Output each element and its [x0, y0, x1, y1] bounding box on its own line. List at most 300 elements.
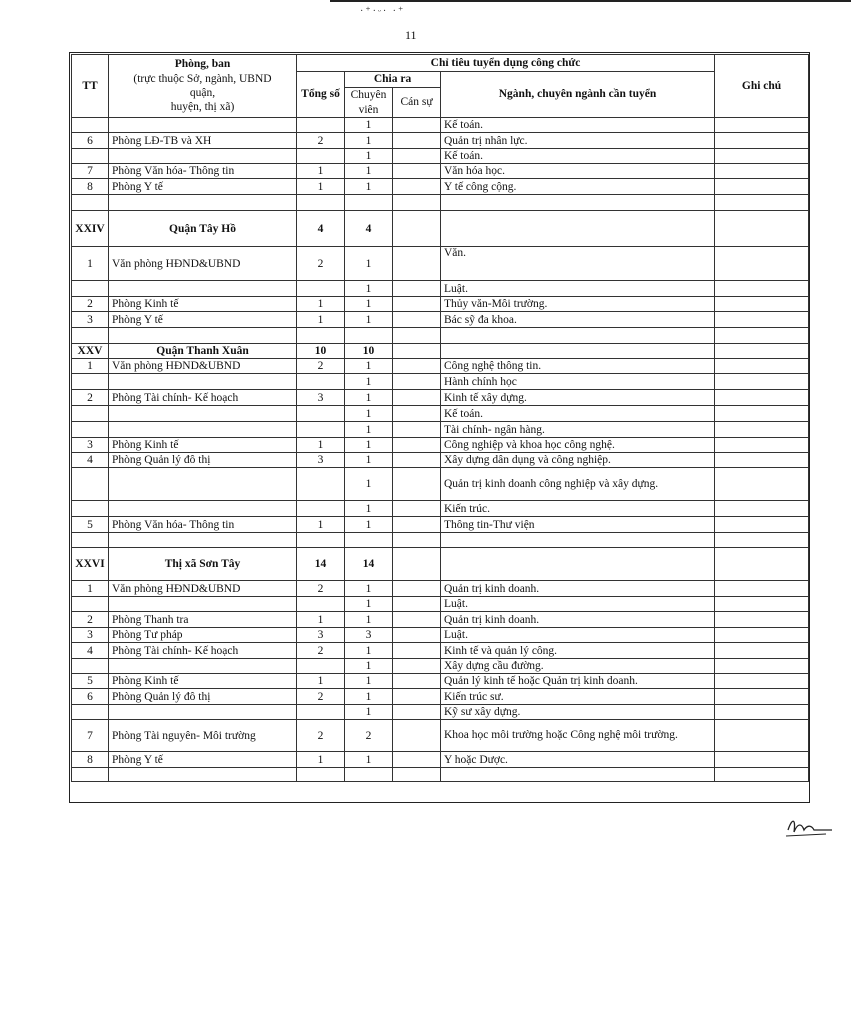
cell-tt	[72, 195, 109, 211]
table-row	[72, 628, 809, 643]
cell-specialist: 1	[345, 689, 393, 705]
cell-specialist: 1	[345, 297, 393, 312]
table-row	[72, 597, 809, 612]
section-row	[72, 211, 809, 247]
header-specialist: Chuyên viên	[345, 88, 393, 118]
cell-total: 2	[297, 581, 345, 597]
table-row	[72, 281, 809, 297]
page-number: 11	[405, 28, 417, 42]
cell-major: Quản trị nhân lực.	[441, 133, 715, 149]
cell-specialist: 1	[345, 752, 393, 768]
cell-major: Y tế công cộng.	[441, 179, 715, 195]
cell-note	[715, 359, 809, 374]
cell-officer	[393, 768, 441, 782]
table-row	[72, 612, 809, 628]
table-row	[72, 453, 809, 468]
cell-total	[297, 533, 345, 548]
table-row	[72, 390, 809, 406]
cell-specialist: 1	[345, 581, 393, 597]
cell-officer	[393, 406, 441, 422]
section-row	[72, 548, 809, 581]
cell-specialist: 1	[345, 643, 393, 659]
table-body	[72, 118, 809, 782]
cell-department	[109, 118, 297, 133]
cell-tt	[72, 422, 109, 438]
cell-note	[715, 211, 809, 247]
cell-specialist: 1	[345, 501, 393, 517]
header-quota-title: Chỉ tiêu tuyển dụng công chức	[297, 55, 715, 72]
cell-major: Luật.	[441, 628, 715, 643]
cell-major: Quản lý kinh tế hoặc Quản trị kinh doanh.	[441, 674, 715, 689]
cell-department	[109, 422, 297, 438]
cell-note	[715, 768, 809, 782]
cell-officer	[393, 501, 441, 517]
table-row	[72, 359, 809, 374]
cell-total	[297, 195, 345, 211]
cell-tt: 1	[72, 247, 109, 281]
cell-specialist: 1	[345, 597, 393, 612]
cell-tt: 5	[72, 674, 109, 689]
table-row	[72, 581, 809, 597]
cell-total: 1	[297, 752, 345, 768]
cell-total: 1	[297, 612, 345, 628]
cell-department: Phòng Thanh tra	[109, 612, 297, 628]
cell-major: Khoa học môi trường hoặc Công nghệ môi trường.	[441, 720, 715, 752]
table-row	[72, 720, 809, 752]
cell-department: Văn phòng HĐND&UBND	[109, 581, 297, 597]
cell-department: Phòng Kinh tế	[109, 297, 297, 312]
table-row	[72, 374, 809, 390]
cell-department: Quận Tây Hồ	[109, 211, 297, 247]
cell-total	[297, 118, 345, 133]
table-row	[72, 533, 809, 548]
cell-department	[109, 468, 297, 501]
cell-department: Phòng Y tế	[109, 179, 297, 195]
cell-note	[715, 328, 809, 344]
cell-tt: 2	[72, 390, 109, 406]
cell-officer	[393, 453, 441, 468]
cell-note	[715, 133, 809, 149]
cell-total: 2	[297, 359, 345, 374]
cell-note	[715, 689, 809, 705]
table-row	[72, 179, 809, 195]
cell-note	[715, 312, 809, 328]
cell-major: Văn.	[441, 247, 715, 281]
cell-officer	[393, 247, 441, 281]
cell-note	[715, 247, 809, 281]
cell-major: Xây dựng dân dụng và công nghiệp.	[441, 453, 715, 468]
table-row	[72, 133, 809, 149]
cell-major: Quản trị kinh doanh.	[441, 612, 715, 628]
cell-major: Luật.	[441, 597, 715, 612]
cell-department	[109, 533, 297, 548]
cell-major: Y hoặc Dược.	[441, 752, 715, 768]
table-row	[72, 164, 809, 179]
cell-tt: 5	[72, 517, 109, 533]
cell-tt	[72, 768, 109, 782]
cell-major: Xây dựng cầu đường.	[441, 659, 715, 674]
cell-note	[715, 453, 809, 468]
cell-total	[297, 597, 345, 612]
cell-department	[109, 768, 297, 782]
cell-officer	[393, 689, 441, 705]
cell-total	[297, 705, 345, 720]
cell-officer	[393, 548, 441, 581]
cell-officer	[393, 581, 441, 597]
cell-specialist: 1	[345, 390, 393, 406]
cell-officer	[393, 720, 441, 752]
cell-specialist: 1	[345, 468, 393, 501]
cell-total: 14	[297, 548, 345, 581]
cell-major: Kế toán.	[441, 406, 715, 422]
cell-specialist: 1	[345, 359, 393, 374]
cell-specialist: 1	[345, 133, 393, 149]
cell-officer	[393, 164, 441, 179]
cell-note	[715, 720, 809, 752]
cell-note	[715, 195, 809, 211]
cell-department	[109, 659, 297, 674]
cell-note	[715, 659, 809, 674]
cell-major	[441, 328, 715, 344]
cell-specialist	[345, 328, 393, 344]
table-row	[72, 406, 809, 422]
cell-officer	[393, 211, 441, 247]
table-row	[72, 659, 809, 674]
cell-department: Phòng Văn hóa- Thông tin	[109, 517, 297, 533]
table-row	[72, 768, 809, 782]
cell-total: 2	[297, 643, 345, 659]
cell-officer	[393, 312, 441, 328]
cell-total: 4	[297, 211, 345, 247]
cell-note	[715, 390, 809, 406]
cell-specialist: 1	[345, 705, 393, 720]
cell-specialist: 1	[345, 247, 393, 281]
cell-department: Phòng Y tế	[109, 752, 297, 768]
cell-tt: 6	[72, 689, 109, 705]
cell-total: 1	[297, 674, 345, 689]
cell-major: Kế toán.	[441, 149, 715, 164]
cell-specialist: 1	[345, 674, 393, 689]
cell-specialist: 1	[345, 612, 393, 628]
cell-total: 1	[297, 517, 345, 533]
cell-department: Phòng Tài chính- Kế hoạch	[109, 643, 297, 659]
cell-department: Thị xã Sơn Tây	[109, 548, 297, 581]
cell-major: Kiến trúc sư.	[441, 689, 715, 705]
cell-department: Phòng Tài chính- Kế hoạch	[109, 390, 297, 406]
cell-department: Phòng LĐ-TB và XH	[109, 133, 297, 149]
cell-officer	[393, 752, 441, 768]
cell-note	[715, 149, 809, 164]
cell-note	[715, 548, 809, 581]
table-row	[72, 674, 809, 689]
cell-note	[715, 612, 809, 628]
cell-major	[441, 768, 715, 782]
cell-note	[715, 581, 809, 597]
table-row	[72, 328, 809, 344]
cell-specialist: 1	[345, 164, 393, 179]
header-officer: Cán sự	[393, 88, 441, 118]
cell-officer	[393, 344, 441, 359]
cell-major: Kỹ sư xây dựng.	[441, 705, 715, 720]
cell-major	[441, 211, 715, 247]
cell-tt: XXV	[72, 344, 109, 359]
table-row	[72, 118, 809, 133]
cell-department	[109, 406, 297, 422]
cell-total: 10	[297, 344, 345, 359]
cell-tt	[72, 705, 109, 720]
header-row-1	[72, 55, 809, 72]
cell-tt: XXIV	[72, 211, 109, 247]
cell-specialist: 2	[345, 720, 393, 752]
page-top-border	[330, 0, 851, 2]
table-row	[72, 468, 809, 501]
cell-tt: 3	[72, 628, 109, 643]
cell-total: 2	[297, 689, 345, 705]
cell-department: Quận Thanh Xuân	[109, 344, 297, 359]
header-department-line2: (trực thuộc Sở, ngành, UBND	[133, 72, 272, 85]
cell-tt: 1	[72, 581, 109, 597]
cell-officer	[393, 390, 441, 406]
table-row	[72, 689, 809, 705]
cell-officer	[393, 628, 441, 643]
cell-tt: 2	[72, 297, 109, 312]
cell-note	[715, 468, 809, 501]
cell-major: Thông tin-Thư viện	[441, 517, 715, 533]
table-row	[72, 195, 809, 211]
cell-department	[109, 501, 297, 517]
cell-note	[715, 118, 809, 133]
cell-total: 2	[297, 133, 345, 149]
cell-total: 3	[297, 453, 345, 468]
cell-total: 3	[297, 390, 345, 406]
cell-note	[715, 422, 809, 438]
cell-department	[109, 328, 297, 344]
cell-officer	[393, 374, 441, 390]
cell-total	[297, 422, 345, 438]
cell-tt	[72, 406, 109, 422]
cell-department	[109, 149, 297, 164]
cell-major: Công nghiệp và khoa học công nghệ.	[441, 438, 715, 453]
cell-note	[715, 179, 809, 195]
cell-tt	[72, 659, 109, 674]
cell-department	[109, 705, 297, 720]
cell-department: Phòng Y tế	[109, 312, 297, 328]
cell-major: Kế toán.	[441, 118, 715, 133]
cell-tt	[72, 374, 109, 390]
cell-department	[109, 195, 297, 211]
cell-major: Thủy văn-Môi trường.	[441, 297, 715, 312]
cell-note	[715, 164, 809, 179]
cell-total: 1	[297, 297, 345, 312]
cell-specialist: 1	[345, 517, 393, 533]
table-row	[72, 501, 809, 517]
cell-officer	[393, 195, 441, 211]
cell-major	[441, 344, 715, 359]
cell-tt	[72, 118, 109, 133]
cell-officer	[393, 533, 441, 548]
cell-tt: 7	[72, 164, 109, 179]
cell-department: Phòng Kinh tế	[109, 674, 297, 689]
recruitment-quota-table	[71, 54, 809, 782]
cell-tt	[72, 281, 109, 297]
cell-officer	[393, 438, 441, 453]
cell-major: Kinh tế và quản lý công.	[441, 643, 715, 659]
cell-major: Bác sỹ đa khoa.	[441, 312, 715, 328]
table-row	[72, 422, 809, 438]
cell-department: Phòng Tư pháp	[109, 628, 297, 643]
cell-major: Kinh tế xây dựng.	[441, 390, 715, 406]
cell-note	[715, 344, 809, 359]
cell-major	[441, 195, 715, 211]
cell-note	[715, 674, 809, 689]
table-row	[72, 149, 809, 164]
cell-department	[109, 374, 297, 390]
cell-note	[715, 643, 809, 659]
cell-officer	[393, 328, 441, 344]
cell-officer	[393, 359, 441, 374]
cell-total	[297, 149, 345, 164]
cell-total	[297, 281, 345, 297]
cell-tt	[72, 328, 109, 344]
table-row	[72, 312, 809, 328]
cell-officer	[393, 422, 441, 438]
header-total: Tổng số	[297, 72, 345, 118]
cell-specialist: 14	[345, 548, 393, 581]
cell-note	[715, 517, 809, 533]
cell-note	[715, 297, 809, 312]
cell-officer	[393, 118, 441, 133]
cell-department	[109, 281, 297, 297]
cell-specialist: 1	[345, 149, 393, 164]
cell-department: Phòng Quản lý đô thị	[109, 689, 297, 705]
cell-tt: 3	[72, 438, 109, 453]
cell-officer	[393, 643, 441, 659]
table-row	[72, 517, 809, 533]
cell-note	[715, 533, 809, 548]
cell-total: 1	[297, 438, 345, 453]
cell-officer	[393, 297, 441, 312]
cell-note	[715, 628, 809, 643]
cell-officer	[393, 468, 441, 501]
cell-specialist: 3	[345, 628, 393, 643]
cell-tt: 6	[72, 133, 109, 149]
cell-officer	[393, 705, 441, 720]
cell-specialist: 10	[345, 344, 393, 359]
cell-note	[715, 281, 809, 297]
cell-officer	[393, 659, 441, 674]
header-major: Ngành, chuyên ngành cần tuyển	[441, 72, 715, 118]
table-row	[72, 247, 809, 281]
cell-department: Phòng Quản lý đô thị	[109, 453, 297, 468]
cell-department: Phòng Văn hóa- Thông tin	[109, 164, 297, 179]
cell-department: Phòng Kinh tế	[109, 438, 297, 453]
cell-major	[441, 533, 715, 548]
cell-tt	[72, 597, 109, 612]
cell-major: Quản trị kinh doanh.	[441, 581, 715, 597]
cell-total	[297, 374, 345, 390]
cell-specialist: 1	[345, 179, 393, 195]
cell-tt: XXVI	[72, 548, 109, 581]
cell-tt: 4	[72, 453, 109, 468]
cell-officer	[393, 597, 441, 612]
cell-tt	[72, 533, 109, 548]
cell-officer	[393, 133, 441, 149]
header-department-line4: huyện, thị xã)	[170, 101, 235, 114]
cell-note	[715, 501, 809, 517]
cell-tt: 8	[72, 752, 109, 768]
cell-total: 2	[297, 247, 345, 281]
cell-total: 3	[297, 628, 345, 643]
cell-officer	[393, 674, 441, 689]
cell-department: Văn phòng HĐND&UBND	[109, 359, 297, 374]
cell-total	[297, 501, 345, 517]
cell-officer	[393, 149, 441, 164]
cell-department	[109, 597, 297, 612]
cell-note	[715, 374, 809, 390]
cell-specialist: 1	[345, 438, 393, 453]
cell-note	[715, 752, 809, 768]
table-row	[72, 643, 809, 659]
handwritten-signature	[780, 812, 840, 842]
cell-total	[297, 406, 345, 422]
cell-total	[297, 659, 345, 674]
cell-specialist: 1	[345, 374, 393, 390]
cell-tt	[72, 501, 109, 517]
cell-major: Luật.	[441, 281, 715, 297]
scan-noise: ·⁺·ᵕ· ·⁺	[360, 6, 406, 17]
cell-total	[297, 768, 345, 782]
cell-total: 1	[297, 312, 345, 328]
cell-tt: 3	[72, 312, 109, 328]
cell-note	[715, 705, 809, 720]
cell-specialist: 1	[345, 659, 393, 674]
cell-major: Kiến trúc.	[441, 501, 715, 517]
cell-specialist: 1	[345, 422, 393, 438]
cell-specialist: 1	[345, 406, 393, 422]
cell-specialist: 1	[345, 281, 393, 297]
cell-tt	[72, 468, 109, 501]
cell-specialist: 1	[345, 118, 393, 133]
cell-total: 1	[297, 179, 345, 195]
cell-specialist	[345, 768, 393, 782]
cell-note	[715, 406, 809, 422]
cell-officer	[393, 179, 441, 195]
cell-tt: 8	[72, 179, 109, 195]
cell-department: Văn phòng HĐND&UBND	[109, 247, 297, 281]
cell-specialist: 4	[345, 211, 393, 247]
cell-specialist	[345, 533, 393, 548]
cell-note	[715, 597, 809, 612]
cell-specialist: 1	[345, 453, 393, 468]
header-note: Ghi chú	[715, 55, 809, 118]
cell-note	[715, 438, 809, 453]
cell-tt: 2	[72, 612, 109, 628]
cell-tt: 4	[72, 643, 109, 659]
cell-total: 1	[297, 164, 345, 179]
table-row	[72, 297, 809, 312]
header-department-title: Phòng, ban	[174, 58, 231, 71]
cell-total	[297, 468, 345, 501]
section-row	[72, 344, 809, 359]
header-split: Chia ra	[345, 72, 441, 88]
table-row	[72, 438, 809, 453]
cell-major: Quản trị kinh doanh công nghiệp và xây dựng.	[441, 468, 715, 501]
cell-total: 2	[297, 720, 345, 752]
cell-tt: 7	[72, 720, 109, 752]
cell-major: Tài chính- ngân hàng.	[441, 422, 715, 438]
table-row	[72, 752, 809, 768]
cell-tt: 1	[72, 359, 109, 374]
